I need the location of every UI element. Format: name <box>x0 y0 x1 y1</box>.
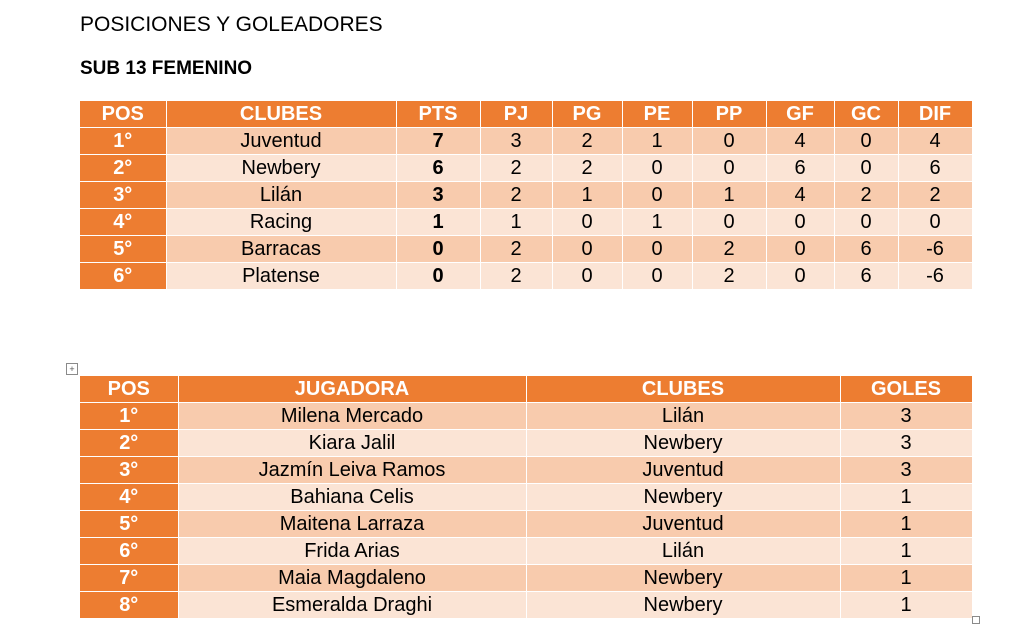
cell-club: Juventud <box>526 511 840 538</box>
cell-pg: 0 <box>552 263 622 290</box>
cell-club: Newbery <box>526 430 840 457</box>
cell-gf: 0 <box>766 209 834 236</box>
cell-pts: 3 <box>396 182 480 209</box>
table-row <box>80 403 972 430</box>
header-jugadora: JUGADORA <box>178 376 526 403</box>
cell-pp: 0 <box>692 128 766 155</box>
cell-pe: 0 <box>622 155 692 182</box>
cell-pj: 1 <box>480 209 552 236</box>
cell-gc: 6 <box>834 263 898 290</box>
cell-player <box>178 430 526 457</box>
cell-pg: 0 <box>552 209 622 236</box>
header-dif: DIF <box>898 101 972 128</box>
cell-pe: 0 <box>622 182 692 209</box>
cell-dif: 6 <box>898 155 972 182</box>
cell-pos: 5° <box>80 511 178 538</box>
cell-dif: 2 <box>898 182 972 209</box>
cell-pts: 0 <box>396 263 480 290</box>
cell-club: Juventud <box>166 128 396 155</box>
cell-pe: 0 <box>622 263 692 290</box>
header-pos: POS <box>80 101 166 128</box>
cell-pj: 2 <box>480 236 552 263</box>
cell-pe: 1 <box>622 128 692 155</box>
cell-pe: 0 <box>622 236 692 263</box>
table-row <box>80 511 972 538</box>
cell-pp: 0 <box>692 209 766 236</box>
cell-pg: 2 <box>552 128 622 155</box>
cell-pg: 2 <box>552 155 622 182</box>
table-move-handle-icon[interactable]: + <box>66 363 78 375</box>
cell-gf: 0 <box>766 236 834 263</box>
cell-gf: 6 <box>766 155 834 182</box>
player-name: Kiara Jalil <box>308 432 396 454</box>
cell-pp: 2 <box>692 263 766 290</box>
cell-club: Lilán <box>166 182 396 209</box>
cell-player: Esmeralda Draghi <box>178 592 526 619</box>
cell-player: Jazmín Leiva Ramos <box>178 457 526 484</box>
cell-pos: 1° <box>80 403 178 430</box>
cell-club: Newbery <box>526 592 840 619</box>
table-row <box>80 209 972 236</box>
cell-gf: 4 <box>766 182 834 209</box>
cell-club: Newbery <box>526 565 840 592</box>
header-pp: PP <box>692 101 766 128</box>
standings-table <box>80 101 973 290</box>
cell-goals: 1 <box>840 538 972 565</box>
cell-dif: -6 <box>898 236 972 263</box>
cell-goals: 1 <box>840 484 972 511</box>
cell-pos: 2° <box>80 155 166 182</box>
cell-pp: 0 <box>692 155 766 182</box>
table-row <box>80 236 972 263</box>
cell-pos: 1° <box>80 128 166 155</box>
cell-pj: 2 <box>480 182 552 209</box>
cell-gc: 0 <box>834 128 898 155</box>
cell-player: Maitena Larraza <box>178 511 526 538</box>
cell-pp: 2 <box>692 236 766 263</box>
cell-goals: 1 <box>840 592 972 619</box>
cell-pts: 1 <box>396 209 480 236</box>
cell-goals: 1 <box>840 511 972 538</box>
header-gc: GC <box>834 101 898 128</box>
header-pe: PE <box>622 101 692 128</box>
cell-pj: 2 <box>480 263 552 290</box>
cell-club: Newbery <box>526 484 840 511</box>
cell-goals: 3 <box>840 430 972 457</box>
cell-gc: 0 <box>834 155 898 182</box>
table-row <box>80 182 972 209</box>
table-row <box>80 457 972 484</box>
cell-goals: 3 <box>840 403 972 430</box>
cell-club: Lilán <box>526 403 840 430</box>
cell-gf: 0 <box>766 263 834 290</box>
cell-club: Newbery <box>166 155 396 182</box>
cell-pg: 1 <box>552 182 622 209</box>
table-row <box>80 565 972 592</box>
cell-pp: 1 <box>692 182 766 209</box>
header-clubes: CLUBES <box>166 101 396 128</box>
cell-pos: 5° <box>80 236 166 263</box>
cell-dif: -6 <box>898 263 972 290</box>
cell-club: Juventud <box>526 457 840 484</box>
cell-pos: 6° <box>80 538 178 565</box>
cell-pts: 7 <box>396 128 480 155</box>
header-pos: POS <box>80 376 178 403</box>
table-row <box>80 263 972 290</box>
cell-pts: 0 <box>396 236 480 263</box>
cell-pts: 6 <box>396 155 480 182</box>
cell-player: Milena Mercado <box>178 403 526 430</box>
header-goles: GOLES <box>840 376 972 403</box>
header-clubes: CLUBES <box>526 376 840 403</box>
header-pj: PJ <box>480 101 552 128</box>
section-subtitle: SUB 13 FEMENINO <box>80 58 253 79</box>
cell-player: Maia Magdaleno <box>178 565 526 592</box>
cell-goals: 3 <box>840 457 972 484</box>
cell-gc: 2 <box>834 182 898 209</box>
cell-pos: 6° <box>80 263 166 290</box>
table-row <box>80 592 972 619</box>
page-title: POSICIONES Y GOLEADORES <box>80 13 383 36</box>
cell-club: Barracas <box>166 236 396 263</box>
cell-pos: 4° <box>80 209 166 236</box>
cell-gf: 4 <box>766 128 834 155</box>
scorers-header-row <box>80 376 972 403</box>
cell-club: Lilán <box>526 538 840 565</box>
cell-dif: 4 <box>898 128 972 155</box>
table-row <box>80 538 972 565</box>
cell-club: Platense <box>166 263 396 290</box>
cell-pos: 4° <box>80 484 178 511</box>
cell-pj: 2 <box>480 155 552 182</box>
table-row <box>80 128 972 155</box>
standings-header-row <box>80 101 972 128</box>
cell-pg: 0 <box>552 236 622 263</box>
cell-pe: 1 <box>622 209 692 236</box>
scorers-table <box>80 376 973 619</box>
cell-pos: 3° <box>80 182 166 209</box>
cell-pos: 3° <box>80 457 178 484</box>
cell-pj: 3 <box>480 128 552 155</box>
cell-goals: 1 <box>840 565 972 592</box>
table-resize-handle-icon[interactable] <box>972 616 980 624</box>
cell-gc: 0 <box>834 209 898 236</box>
table-row <box>80 155 972 182</box>
header-gf: GF <box>766 101 834 128</box>
header-pg: PG <box>552 101 622 128</box>
cell-dif: 0 <box>898 209 972 236</box>
cell-club: Racing <box>166 209 396 236</box>
cell-gc: 6 <box>834 236 898 263</box>
cell-player: Bahiana Celis <box>178 484 526 511</box>
header-pts: PTS <box>396 101 480 128</box>
cell-pos: 2° <box>80 430 178 457</box>
table-row <box>80 430 972 457</box>
cell-player: Frida Arias <box>178 538 526 565</box>
table-row <box>80 484 972 511</box>
cell-pos: 7° <box>80 565 178 592</box>
cell-pos: 8° <box>80 592 178 619</box>
